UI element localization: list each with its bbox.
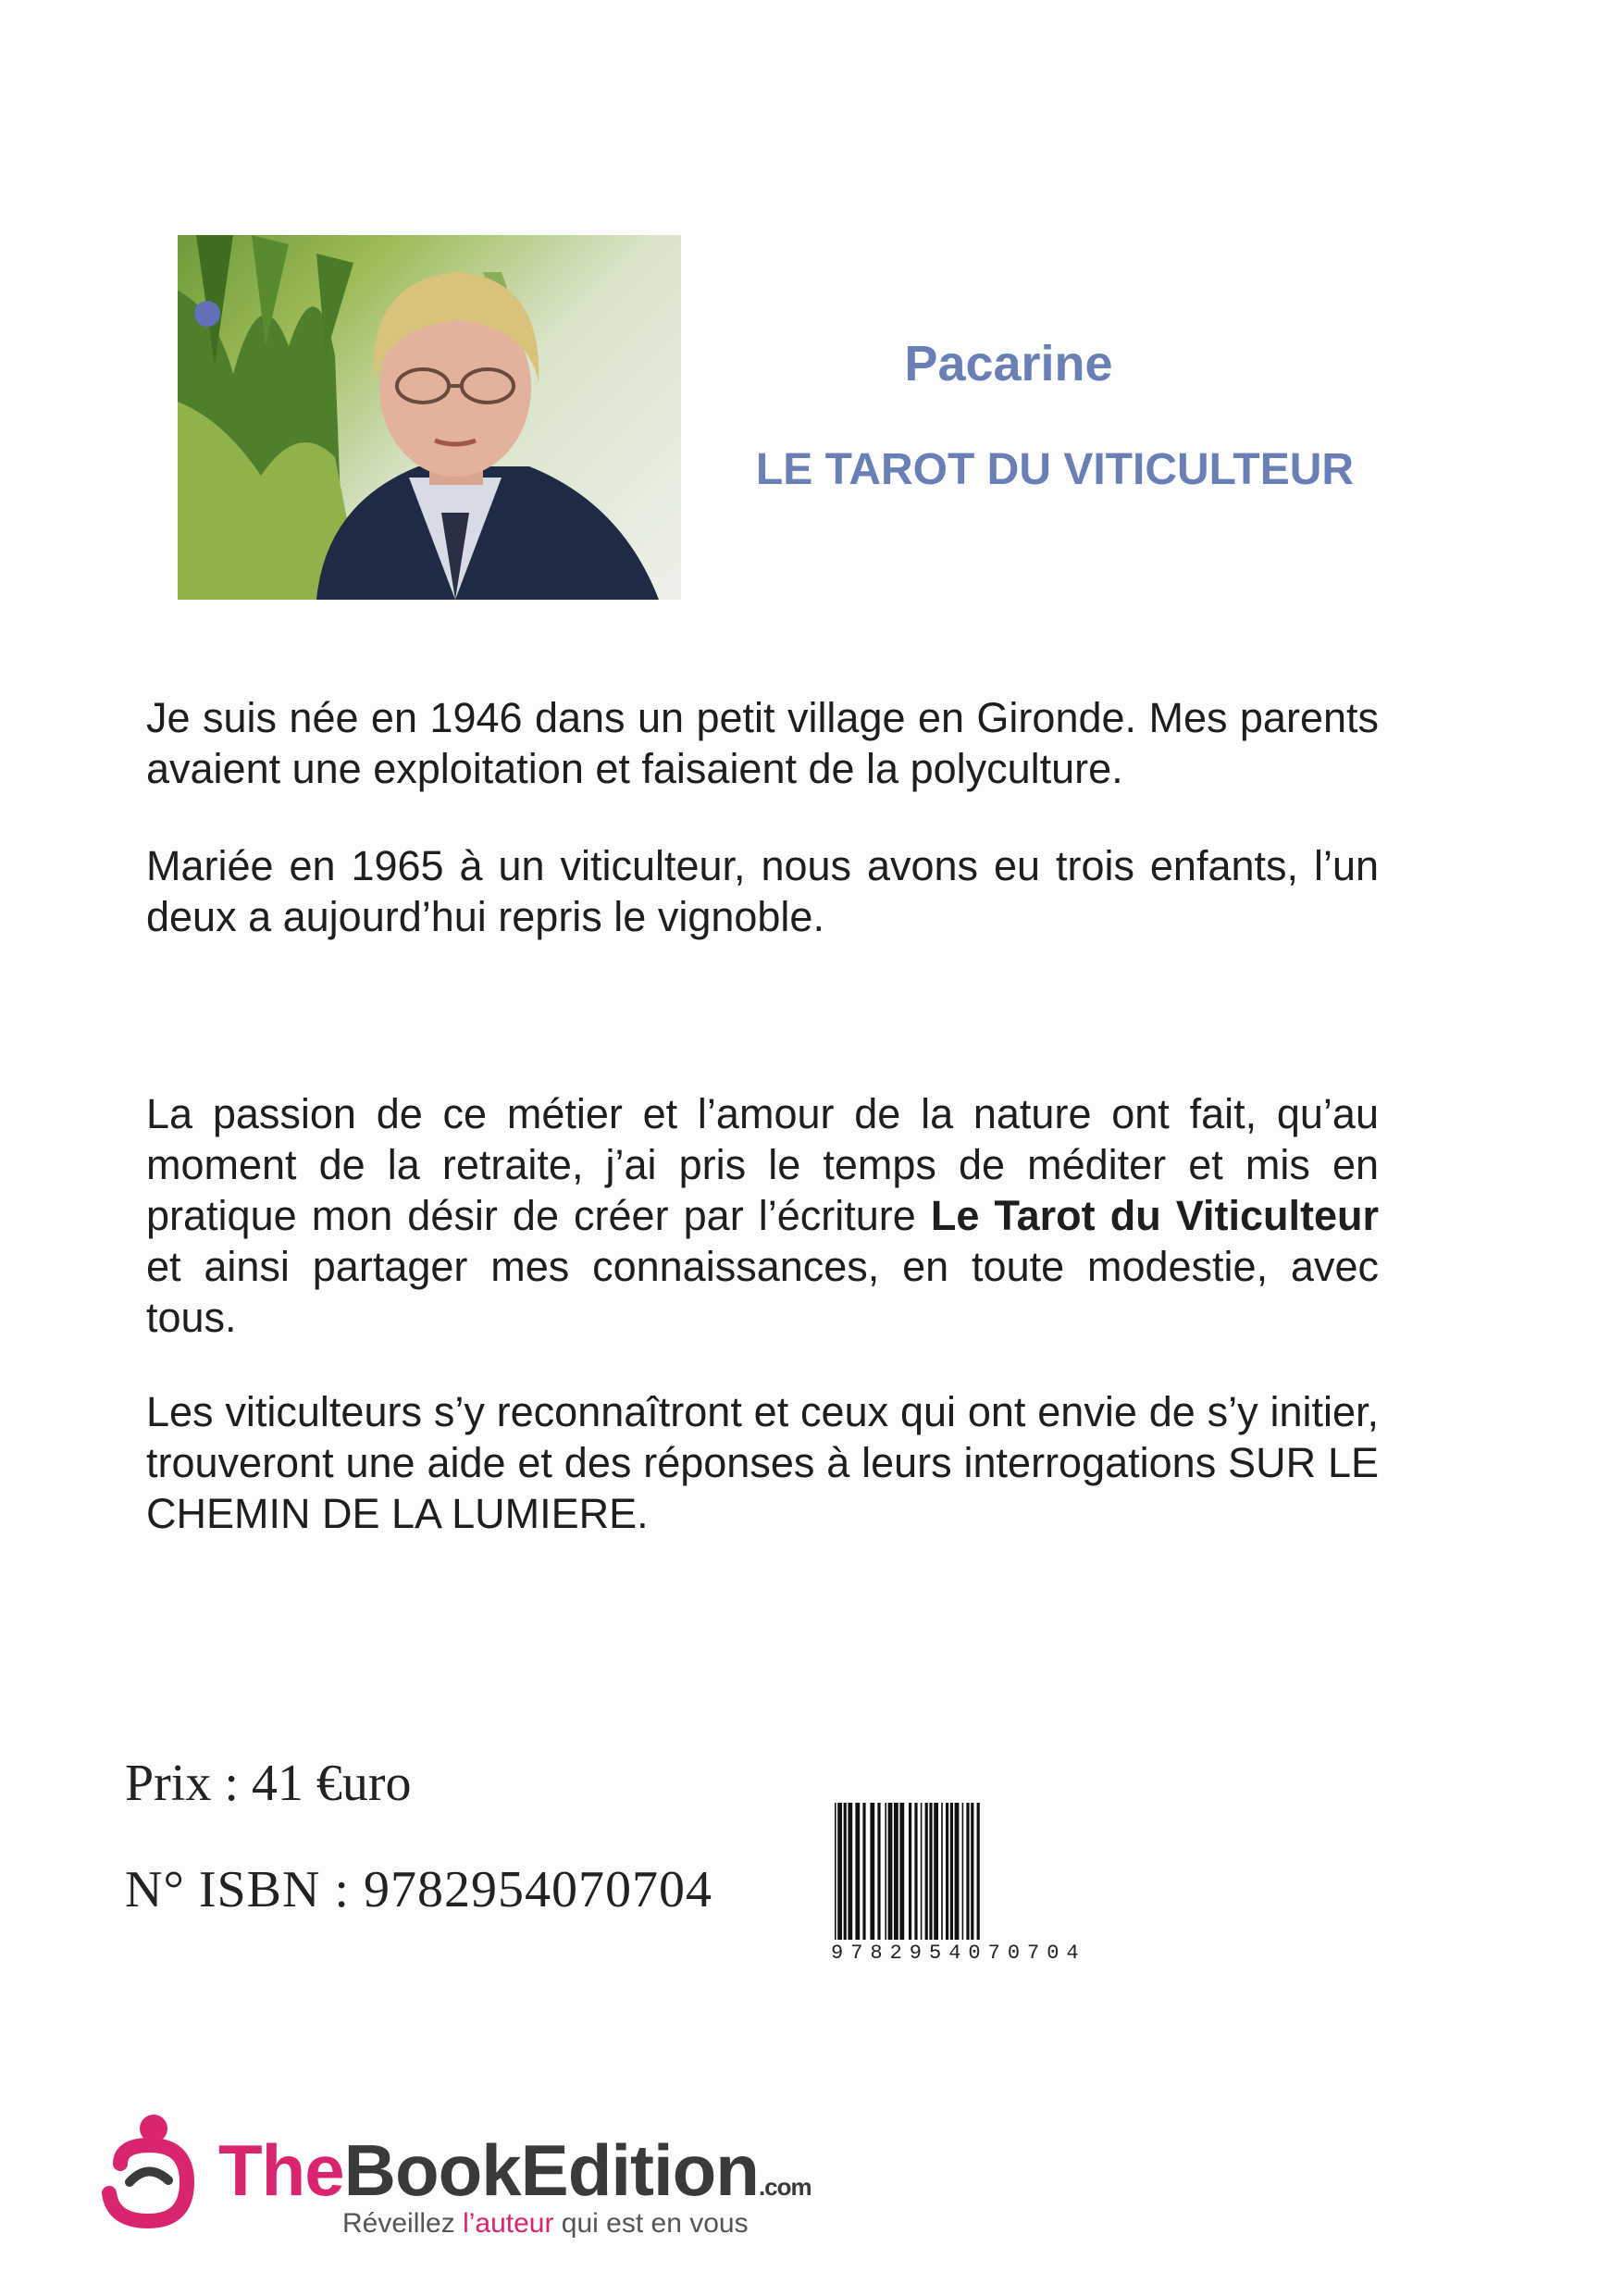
barcode-bar	[894, 1803, 898, 1940]
barcode-bar	[855, 1803, 860, 1940]
barcode-bar	[909, 1803, 911, 1940]
barcode-bar	[837, 1803, 842, 1940]
barcode-bar	[929, 1803, 932, 1940]
barcode-bar	[848, 1803, 852, 1940]
barcode-digits: 9782954070704	[831, 1942, 1086, 1965]
publisher-name-the: The	[218, 2129, 344, 2211]
barcode-bar	[941, 1803, 943, 1940]
publisher-name-main: BookEdition	[343, 2129, 759, 2211]
barcode-bar	[877, 1803, 880, 1940]
barcode-bar	[934, 1803, 938, 1940]
bio-paragraph-3-start: La passion de ce métier et l’amour de la nature ont fait, qu’au moment de la retraite, j’ai pris le temps de méditer et mis en pratique mon désir de créer par l’écriture	[146, 1090, 1379, 1239]
price-label: Prix : 41 €uro	[125, 1755, 412, 1812]
barcode-bar	[966, 1803, 969, 1940]
publisher-logo-icon	[93, 2108, 213, 2228]
bio-paragraph-1: Je suis née en 1946 dans un petit village en Gironde. Mes parents avaient une exploitation et faisaient de la polyculture.	[146, 694, 1379, 792]
barcode-bar	[925, 1803, 928, 1940]
book-title-inline: Le Tarot du Viticulteur	[930, 1192, 1379, 1239]
barcode-bar	[955, 1803, 960, 1940]
bio-paragraph-2: Mariée en 1965 à un viticulteur, nous avons eu trois enfants, l’un deux a aujourd’hui repris le vignoble.	[146, 842, 1379, 940]
barcode-bar	[870, 1803, 874, 1940]
tagline-end: qui est en vous	[553, 2208, 749, 2239]
bio-paragraph-4: Les viticulteurs s’y reconnaîtront et ceux qui ont envie de s’y initier, trouveront une aide et des réponses à leurs interrogations SUR LE CHEMIN DE LA LUMIERE.	[146, 1388, 1379, 1537]
barcode-bar	[946, 1803, 948, 1940]
isbn-label: N° ISBN : 9782954070704	[125, 1861, 712, 1918]
tagline-start: Réveillez	[342, 2208, 464, 2239]
barcode-bar	[914, 1803, 917, 1940]
barcode-bar	[888, 1803, 893, 1940]
author-name: Pacarine	[904, 336, 1113, 391]
barcode-bar	[844, 1803, 847, 1940]
bio-paragraph-3-end: et ainsi partager mes connaissances, en toute modestie, avec tous.	[146, 1243, 1379, 1341]
barcode-bar	[921, 1803, 923, 1940]
author-photo	[178, 235, 681, 600]
publisher-name-suffix: .com	[758, 2173, 812, 2201]
barcode-bar	[971, 1803, 973, 1940]
publisher-logo	[93, 2108, 833, 2238]
barcode-bar	[899, 1803, 904, 1940]
barcode-bar	[950, 1803, 953, 1940]
publisher-name	[218, 2128, 812, 2213]
barcode-bar	[962, 1803, 964, 1940]
bio-paragraph-3	[146, 1088, 1379, 1343]
barcode-bar	[862, 1803, 865, 1940]
publisher-tagline	[342, 2208, 749, 2240]
barcode-bar	[885, 1803, 886, 1940]
tagline-accent: l’auteur	[463, 2208, 554, 2239]
isbn-barcode	[831, 1803, 1125, 1942]
book-title: LE TAROT DU VITICULTEUR	[755, 445, 1355, 494]
barcode-bar	[977, 1803, 980, 1940]
barcode-bar	[835, 1803, 836, 1940]
